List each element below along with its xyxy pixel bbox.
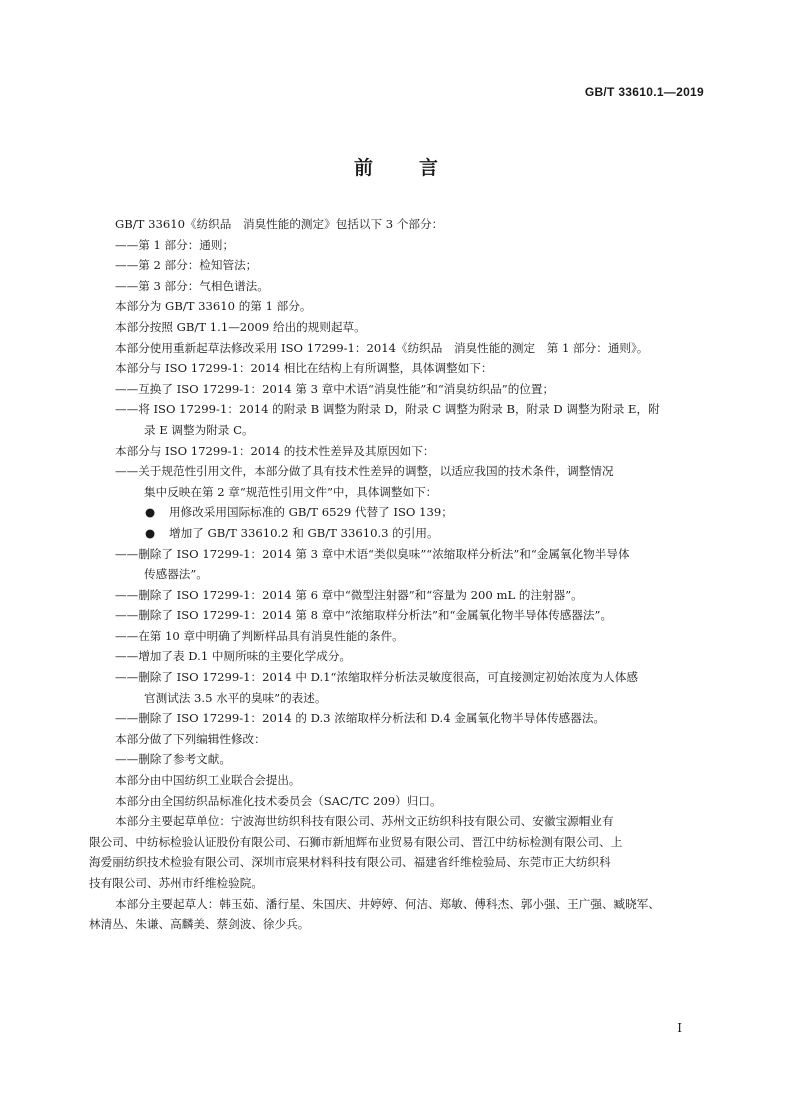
list-item: ——删除了参考文献。 bbox=[115, 752, 231, 767]
paragraph-line: 限公司、中纺标检验认证股份有限公司、石狮市新旭辉布业贸易有限公司、晋江中纺标检测有限公司、上 bbox=[89, 834, 623, 849]
list-item bbox=[89, 399, 705, 440]
bullet-icon: ● bbox=[145, 505, 156, 520]
list-item: ——第 2 部分：检知管法； bbox=[115, 258, 258, 273]
list-item-line: ——删除了 ISO 17299-1：2014 第 3 章中术语“类似臭味”“浓缩取样分析法”和“金属氧化物半导体 bbox=[115, 546, 630, 561]
paragraph-line: 林清丛、朱谦、高麟美、蔡剑波、徐少兵。 bbox=[89, 917, 310, 932]
list-item bbox=[89, 667, 705, 708]
bullet-item bbox=[89, 502, 705, 523]
list-item: ——互换了 ISO 17299-1：2014 第 3 章中术语“消臭性能”和“消臭纺织品”的位置； bbox=[115, 381, 555, 396]
list-item bbox=[89, 544, 705, 585]
paragraph: 本部分与 ISO 17299-1：2014 相比在结构上有所调整，具体调整如下： bbox=[115, 361, 493, 376]
list-item-line: ——将 ISO 17299-1：2014 的附录 B 调整为附录 D，附录 C 调整为附录 B，附录 D 调整为附录 E，附 bbox=[115, 402, 660, 417]
list-item: ——在第 10 章中明确了判断样品具有消臭性能的条件。 bbox=[115, 628, 404, 643]
paragraph-line: 技有限公司、苏州市纤维检验院。 bbox=[89, 876, 263, 890]
paragraph: 本部分做了下列编辑性修改： bbox=[115, 731, 266, 746]
list-item: ——第 3 部分：气相色谱法。 bbox=[115, 278, 269, 293]
page-title: 前言 bbox=[353, 157, 484, 179]
bullet-text: 增加了 GB/T 33610.2 和 GB/T 33610.3 的引用。 bbox=[169, 525, 439, 540]
drafting-units-paragraph bbox=[89, 811, 705, 893]
list-item: ——第 1 部分：通则； bbox=[115, 237, 235, 252]
standard-code: GB/T 33610.1—2019 bbox=[584, 85, 704, 99]
list-item-line: ——删除了 ISO 17299-1：2014 中 D.1“浓缩取样分析法灵敏度很高，可直接测定初始浓度为人体感 bbox=[115, 670, 638, 685]
list-item bbox=[89, 461, 705, 502]
foreword-body bbox=[89, 214, 705, 935]
paragraph-line: 本部分主要起草人：韩玉茹、潘行星、朱国庆、井婷婷、何洁、郑敏、傅科杰、郭小强、王广强、臧晓军、 bbox=[115, 896, 660, 911]
bullet-text: 用修改采用国际标准的 GB/T 6529 代替了 ISO 139； bbox=[169, 505, 453, 520]
paragraph: 本部分由中国纺织工业联合会提出。 bbox=[115, 773, 301, 788]
bullet-item bbox=[89, 523, 705, 544]
bullet-icon: ● bbox=[145, 525, 156, 540]
paragraph: 本部分由全国纺织品标准化技术委员会（SAC/TC 209）归口。 bbox=[115, 793, 442, 808]
list-item: ——删除了 ISO 17299-1：2014 的 D.3 浓缩取样分析法和 D.4 金属氧化物半导体传感器法。 bbox=[115, 711, 606, 726]
list-item-line: 录 E 调整为附录 C。 bbox=[144, 422, 254, 437]
list-item: ——增加了表 D.1 中厕所味的主要化学成分。 bbox=[115, 649, 352, 664]
list-item-line: 官测试法 3.5 水平的臭味”的表述。 bbox=[144, 690, 327, 705]
list-item: ——删除了 ISO 17299-1：2014 第 6 章中“微型注射器”和“容量为 200 mL 的注射器”。 bbox=[115, 587, 583, 602]
paragraph: 本部分与 ISO 17299-1：2014 的技术性差异及其原因如下： bbox=[115, 443, 435, 458]
drafters-paragraph bbox=[89, 894, 705, 935]
list-item-line: 传感器法”。 bbox=[144, 567, 208, 582]
page-number: I bbox=[677, 1021, 682, 1035]
paragraph-line: 本部分主要起草单位：宁波海世纺织科技有限公司、苏州文正纺织科技有限公司、安徽宝源帽业有 bbox=[115, 814, 614, 829]
paragraph: 本部分为 GB/T 33610 的第 1 部分。 bbox=[115, 299, 312, 314]
paragraph: 本部分按照 GB/T 1.1—2009 给出的规则起草。 bbox=[115, 319, 366, 334]
list-item-line: ——关于规范性引用文件，本部分做了具有技术性差异的调整，以适应我国的技术条件，调整情况 bbox=[115, 464, 614, 479]
paragraph: 本部分使用重新起草法修改采用 ISO 17299-1：2014《纺织品 消臭性能的测定 第 1 部分：通则》。 bbox=[115, 340, 649, 355]
paragraph: GB/T 33610《纺织品 消臭性能的测定》包括以下 3 个部分： bbox=[115, 217, 444, 231]
list-item-line: 集中反映在第 2 章“规范性引用文件”中，具体调整如下： bbox=[144, 484, 438, 499]
paragraph-line: 海爱丽纺织技术检验有限公司、深圳市宸果材料科技有限公司、福建省纤维检验局、东莞市正大纺织科 bbox=[89, 855, 611, 870]
list-item: ——删除了 ISO 17299-1：2014 第 8 章中“浓缩取样分析法”和“金属氧化物半导体传感器法”。 bbox=[115, 608, 613, 623]
